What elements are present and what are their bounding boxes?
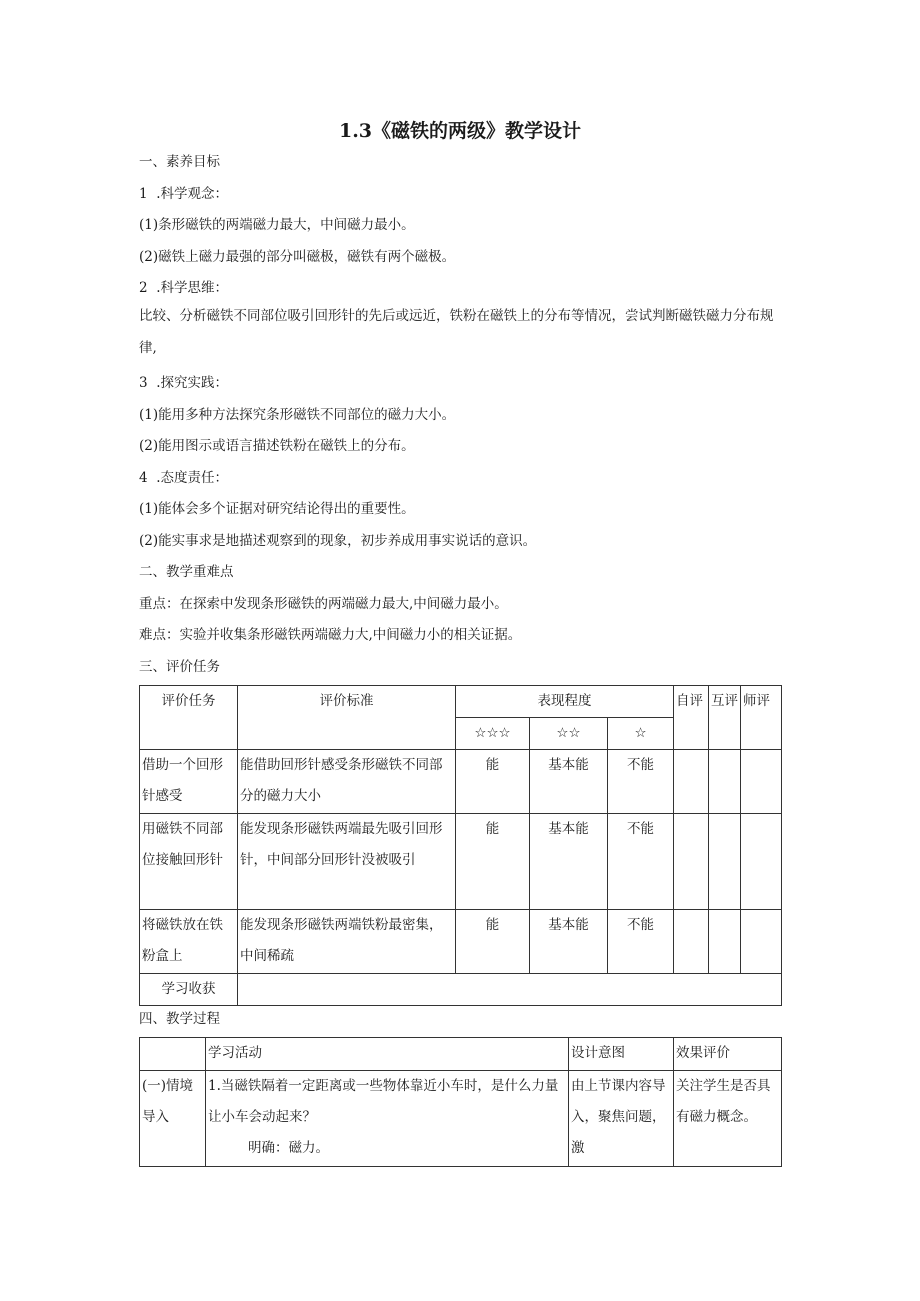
section-heading-key-points: 二、教学重难点 — [139, 564, 234, 580]
row-stage: (一)情境导入 — [140, 1071, 206, 1167]
row-self-cell — [674, 910, 709, 974]
harvest-label: 学习收获 — [140, 974, 238, 1006]
header-effect: 效果评价 — [674, 1038, 782, 1071]
row-task: 用磁铁不同部位接触回形针 — [140, 814, 238, 910]
header-intent: 设计意图 — [569, 1038, 674, 1071]
section-heading-process: 四、教学过程 — [139, 1011, 220, 1027]
row-peer-cell — [709, 814, 741, 910]
key-point-text: 重点：在探索中发现条形磁铁的两端磁力最大,中间磁力最小。 — [139, 596, 508, 612]
row-level-2: 基本能 — [530, 750, 608, 814]
header-self-eval: 自评 — [674, 686, 709, 750]
row-level-1: 不能 — [608, 814, 674, 910]
difficulty-text: 难点：实验并收集条形磁铁两端磁力大,中间磁力小的相关证据。 — [139, 627, 522, 643]
goal-practice-1: (1)能用多种方法探究条形磁铁不同部位的磁力大小。 — [139, 407, 456, 423]
table-row — [140, 1071, 782, 1167]
goal-attitude-2: (2)能实事求是地描述观察到的现象，初步养成用事实说话的意识。 — [139, 533, 537, 549]
document-title: 1.3《磁铁的两级》教学设计 — [338, 120, 582, 142]
row-self-cell — [674, 750, 709, 814]
section-heading-evaluation: 三、评价任务 — [139, 659, 220, 675]
row-task: 将磁铁放在铁粉盒上 — [140, 910, 238, 974]
table-row — [140, 910, 782, 974]
row-standard: 能发现条形磁铁两端铁粉最密集，中间稀疏 — [238, 910, 456, 974]
goal-attitude-1: (1)能体会多个证据对研究结论得出的重要性。 — [139, 501, 415, 517]
header-stage — [140, 1038, 206, 1071]
goal-heading-attitude: 4 .态度责任： — [139, 470, 228, 486]
row-level-1: 不能 — [608, 750, 674, 814]
header-task: 评价任务 — [140, 686, 238, 750]
row-level-3: 能 — [456, 750, 530, 814]
row-intent: 由上节课内容导入，聚焦问题，激 — [569, 1071, 674, 1167]
goal-heading-concept: 1 .科学观念： — [139, 186, 228, 202]
header-one-star: ☆ — [608, 718, 674, 750]
section-heading-goals: 一、素养目标 — [139, 154, 220, 170]
row-level-1: 不能 — [608, 910, 674, 974]
row-effect: 关注学生是否具有磁力概念。 — [674, 1071, 782, 1167]
process-table — [139, 1037, 782, 1167]
header-level: 表现程度 — [456, 686, 674, 718]
evaluation-table — [139, 685, 782, 1006]
activity-question: 1.当磁铁隔着一定距离或一些物体靠近小车时，是什么力量让小车会动起来？ — [208, 1078, 559, 1125]
goal-heading-practice: 3 .探究实践： — [139, 375, 228, 391]
row-teacher-cell — [741, 814, 782, 910]
header-teacher-eval: 师评 — [741, 686, 782, 750]
goal-practice-2: (2)能用图示或语言描述铁粉在磁铁上的分布。 — [139, 438, 415, 454]
row-level-2: 基本能 — [530, 814, 608, 910]
row-level-3: 能 — [456, 910, 530, 974]
row-peer-cell — [709, 910, 741, 974]
row-task: 借助一个回形针感受 — [140, 750, 238, 814]
header-activity: 学习活动 — [206, 1038, 569, 1071]
row-teacher-cell — [741, 750, 782, 814]
row-self-cell — [674, 814, 709, 910]
header-standard: 评价标准 — [238, 686, 456, 750]
table-row — [140, 750, 782, 814]
table-row — [140, 814, 782, 910]
row-activity — [206, 1071, 569, 1167]
activity-answer: 明确：磁力。 — [248, 1140, 329, 1156]
row-teacher-cell — [741, 910, 782, 974]
header-three-star: ☆☆☆ — [456, 718, 530, 750]
harvest-cell — [238, 974, 782, 1006]
goal-thinking-text: 比较、分析磁铁不同部位吸引回形针的先后或远近，铁粉在磁铁上的分布等情况，尝试判断磁铁磁力分布规律, — [139, 308, 774, 356]
goal-heading-thinking: 2 .科学思维： — [139, 280, 228, 296]
header-peer-eval: 互评 — [709, 686, 741, 750]
row-standard: 能借助回形针感受条形磁铁不同部分的磁力大小 — [238, 750, 456, 814]
row-level-2: 基本能 — [530, 910, 608, 974]
goal-concept-2: (2)磁铁上磁力最强的部分叫磁极，磁铁有两个磁极。 — [139, 249, 456, 265]
header-two-star: ☆☆ — [530, 718, 608, 750]
row-standard: 能发现条形磁铁两端最先吸引回形针，中间部分回形针没被吸引 — [238, 814, 456, 910]
goal-concept-1: (1)条形磁铁的两端磁力最大，中间磁力最小。 — [139, 217, 415, 233]
row-level-3: 能 — [456, 814, 530, 910]
row-peer-cell — [709, 750, 741, 814]
